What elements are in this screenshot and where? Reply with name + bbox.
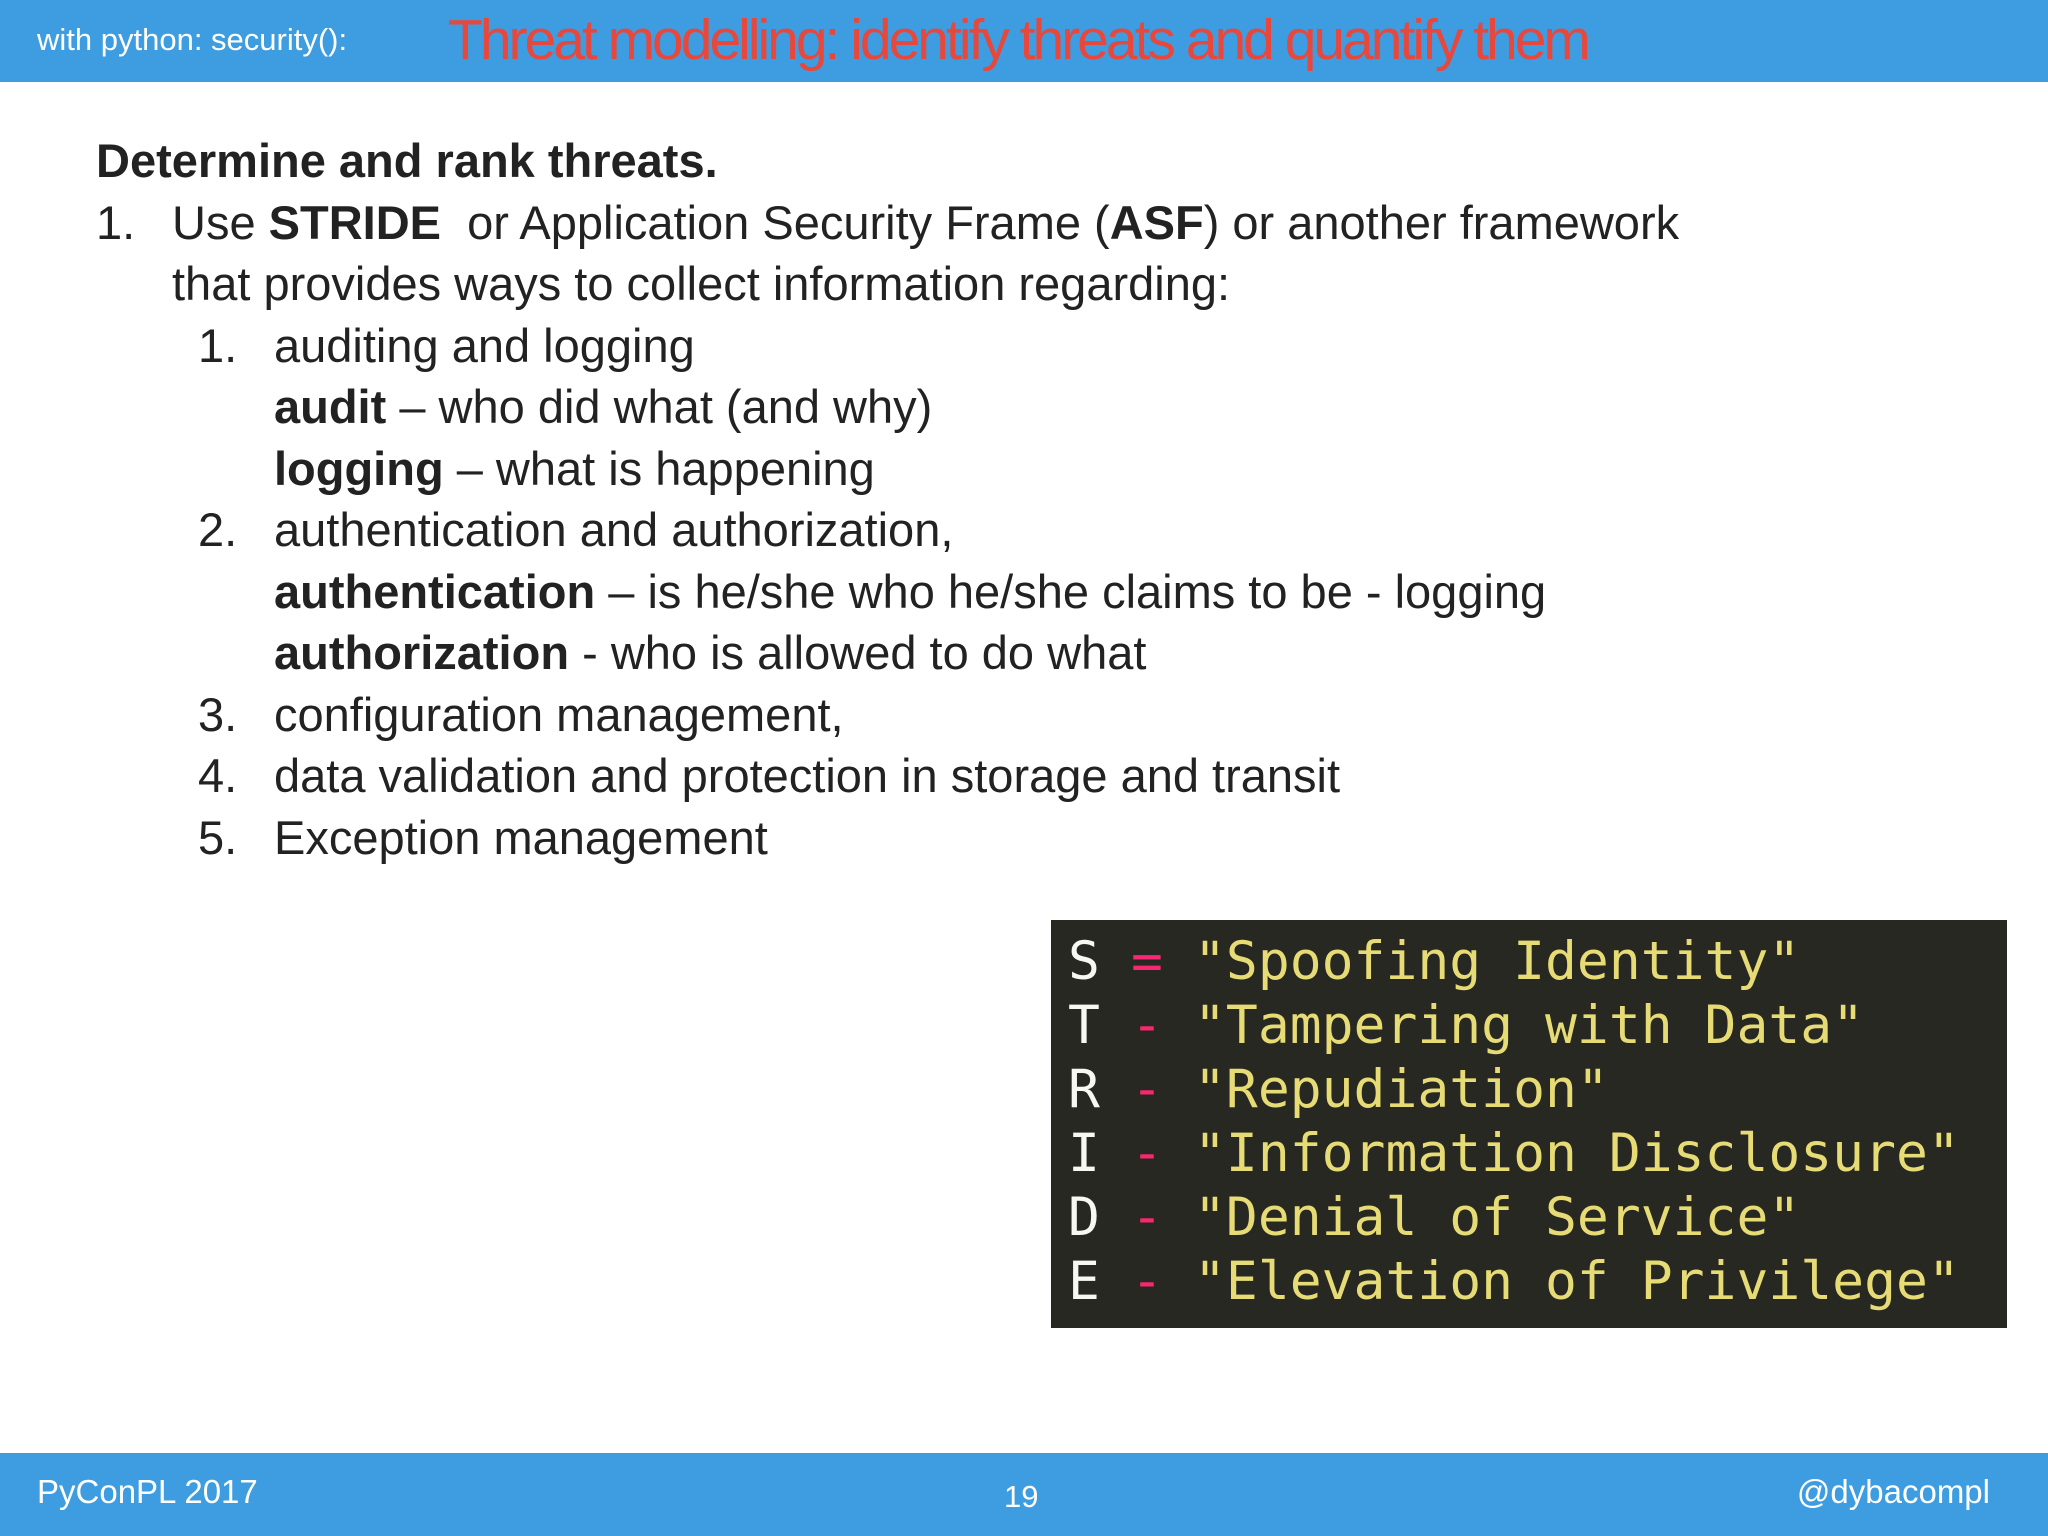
- sublist-item-text: configuration management,: [274, 687, 844, 741]
- stride-letter: D: [1068, 1187, 1100, 1248]
- content-heading: Determine and rank threats.: [96, 134, 718, 187]
- sublist-item-text: authentication and authorization,: [274, 503, 954, 556]
- slide-content: [96, 130, 1996, 868]
- definition-term: authentication: [274, 564, 596, 618]
- stride-row-i: [1051, 1122, 2007, 1186]
- sublist-item-text: data validation and protection in storage and transit: [274, 749, 1341, 802]
- text-span: ) or another framework: [1203, 195, 1680, 249]
- definition-text: [274, 438, 875, 500]
- definition-term: logging: [274, 441, 444, 495]
- stride-operator: -: [1131, 1187, 1163, 1248]
- stride-operator: -: [1131, 995, 1163, 1056]
- stride-row-e: [1051, 1250, 2007, 1314]
- stride-value: "Information Disclosure": [1194, 1123, 1960, 1184]
- sublist-item-5: [96, 807, 1996, 869]
- definition-logging: [96, 438, 1996, 500]
- text-span: Use: [172, 195, 269, 249]
- stride-value: "Spoofing Identity": [1194, 931, 1801, 992]
- stride-value: "Elevation of Privilege": [1194, 1251, 1960, 1312]
- list-item-text: [172, 192, 1679, 254]
- sublist-item-number: 1.: [198, 318, 238, 372]
- list-item-1-continuation: [96, 253, 1996, 315]
- slide-title: Threat modelling: identify threats and quantify them: [448, 8, 1588, 72]
- stride-letter: I: [1068, 1123, 1100, 1184]
- stride-row-d: [1051, 1186, 2007, 1250]
- text-span: or Application Security Frame (: [441, 195, 1110, 249]
- footer-event-name: PyConPL 2017: [37, 1473, 258, 1510]
- definition-authorization: [96, 622, 1996, 684]
- list-item-text: that provides ways to collect information regarding:: [172, 257, 1231, 310]
- definition-term: audit: [274, 380, 387, 433]
- stride-value: "Repudiation": [1194, 1059, 1609, 1120]
- stride-code-block: [1051, 920, 2007, 1328]
- sublist-item-3: [96, 684, 1996, 746]
- stride-operator: =: [1131, 931, 1163, 992]
- header-section-label: with python: security():: [37, 22, 348, 57]
- stride-row-r: [1051, 1058, 2007, 1122]
- sublist-item-number: 5.: [198, 810, 238, 864]
- definition-term: authorization: [274, 626, 570, 679]
- footer-bar: [0, 1453, 2048, 1536]
- sublist-item-4: [96, 745, 1996, 807]
- definition-desc: – what is happening: [443, 441, 875, 495]
- stride-operator: -: [1131, 1251, 1163, 1312]
- definition-authentication: [96, 561, 1996, 623]
- definition-desc: – who did what (and why): [386, 380, 933, 433]
- definition-text: [274, 376, 932, 438]
- page-number: 19: [1004, 1479, 1039, 1514]
- definition-text: [274, 622, 1146, 684]
- sublist-item-text: Exception management: [274, 810, 768, 864]
- sublist-item-text: auditing and logging: [274, 318, 695, 372]
- sublist-item-number: 3.: [198, 687, 238, 741]
- definition-audit: [96, 376, 1996, 438]
- stride-operator: -: [1131, 1059, 1163, 1120]
- sublist-item-2: [96, 499, 1996, 561]
- definition-desc: – is he/she who he/she claims to be - logging: [595, 564, 1547, 618]
- stride-row-s: [1051, 930, 2007, 994]
- sublist-item-1: [96, 315, 1996, 377]
- footer-author-handle: @dybacompl: [1796, 1473, 1990, 1510]
- stride-letter: S: [1068, 931, 1100, 992]
- stride-term: STRIDE: [268, 195, 441, 249]
- list-item-number: 1.: [96, 195, 136, 249]
- stride-value: "Denial of Service": [1194, 1187, 1801, 1248]
- stride-letter: T: [1068, 995, 1100, 1056]
- definition-desc: - who is allowed to do what: [569, 626, 1147, 679]
- asf-term: ASF: [1109, 195, 1204, 249]
- stride-letter: E: [1068, 1251, 1100, 1312]
- stride-value: "Tampering with Data": [1194, 995, 1865, 1056]
- list-item-1: [96, 192, 1996, 254]
- definition-text: [274, 561, 1546, 623]
- sublist-item-number: 4.: [198, 749, 238, 802]
- header-bar: [0, 0, 2048, 82]
- stride-operator: -: [1131, 1123, 1163, 1184]
- stride-row-t: [1051, 994, 2007, 1058]
- stride-letter: R: [1068, 1059, 1100, 1120]
- sublist-item-number: 2.: [198, 503, 238, 556]
